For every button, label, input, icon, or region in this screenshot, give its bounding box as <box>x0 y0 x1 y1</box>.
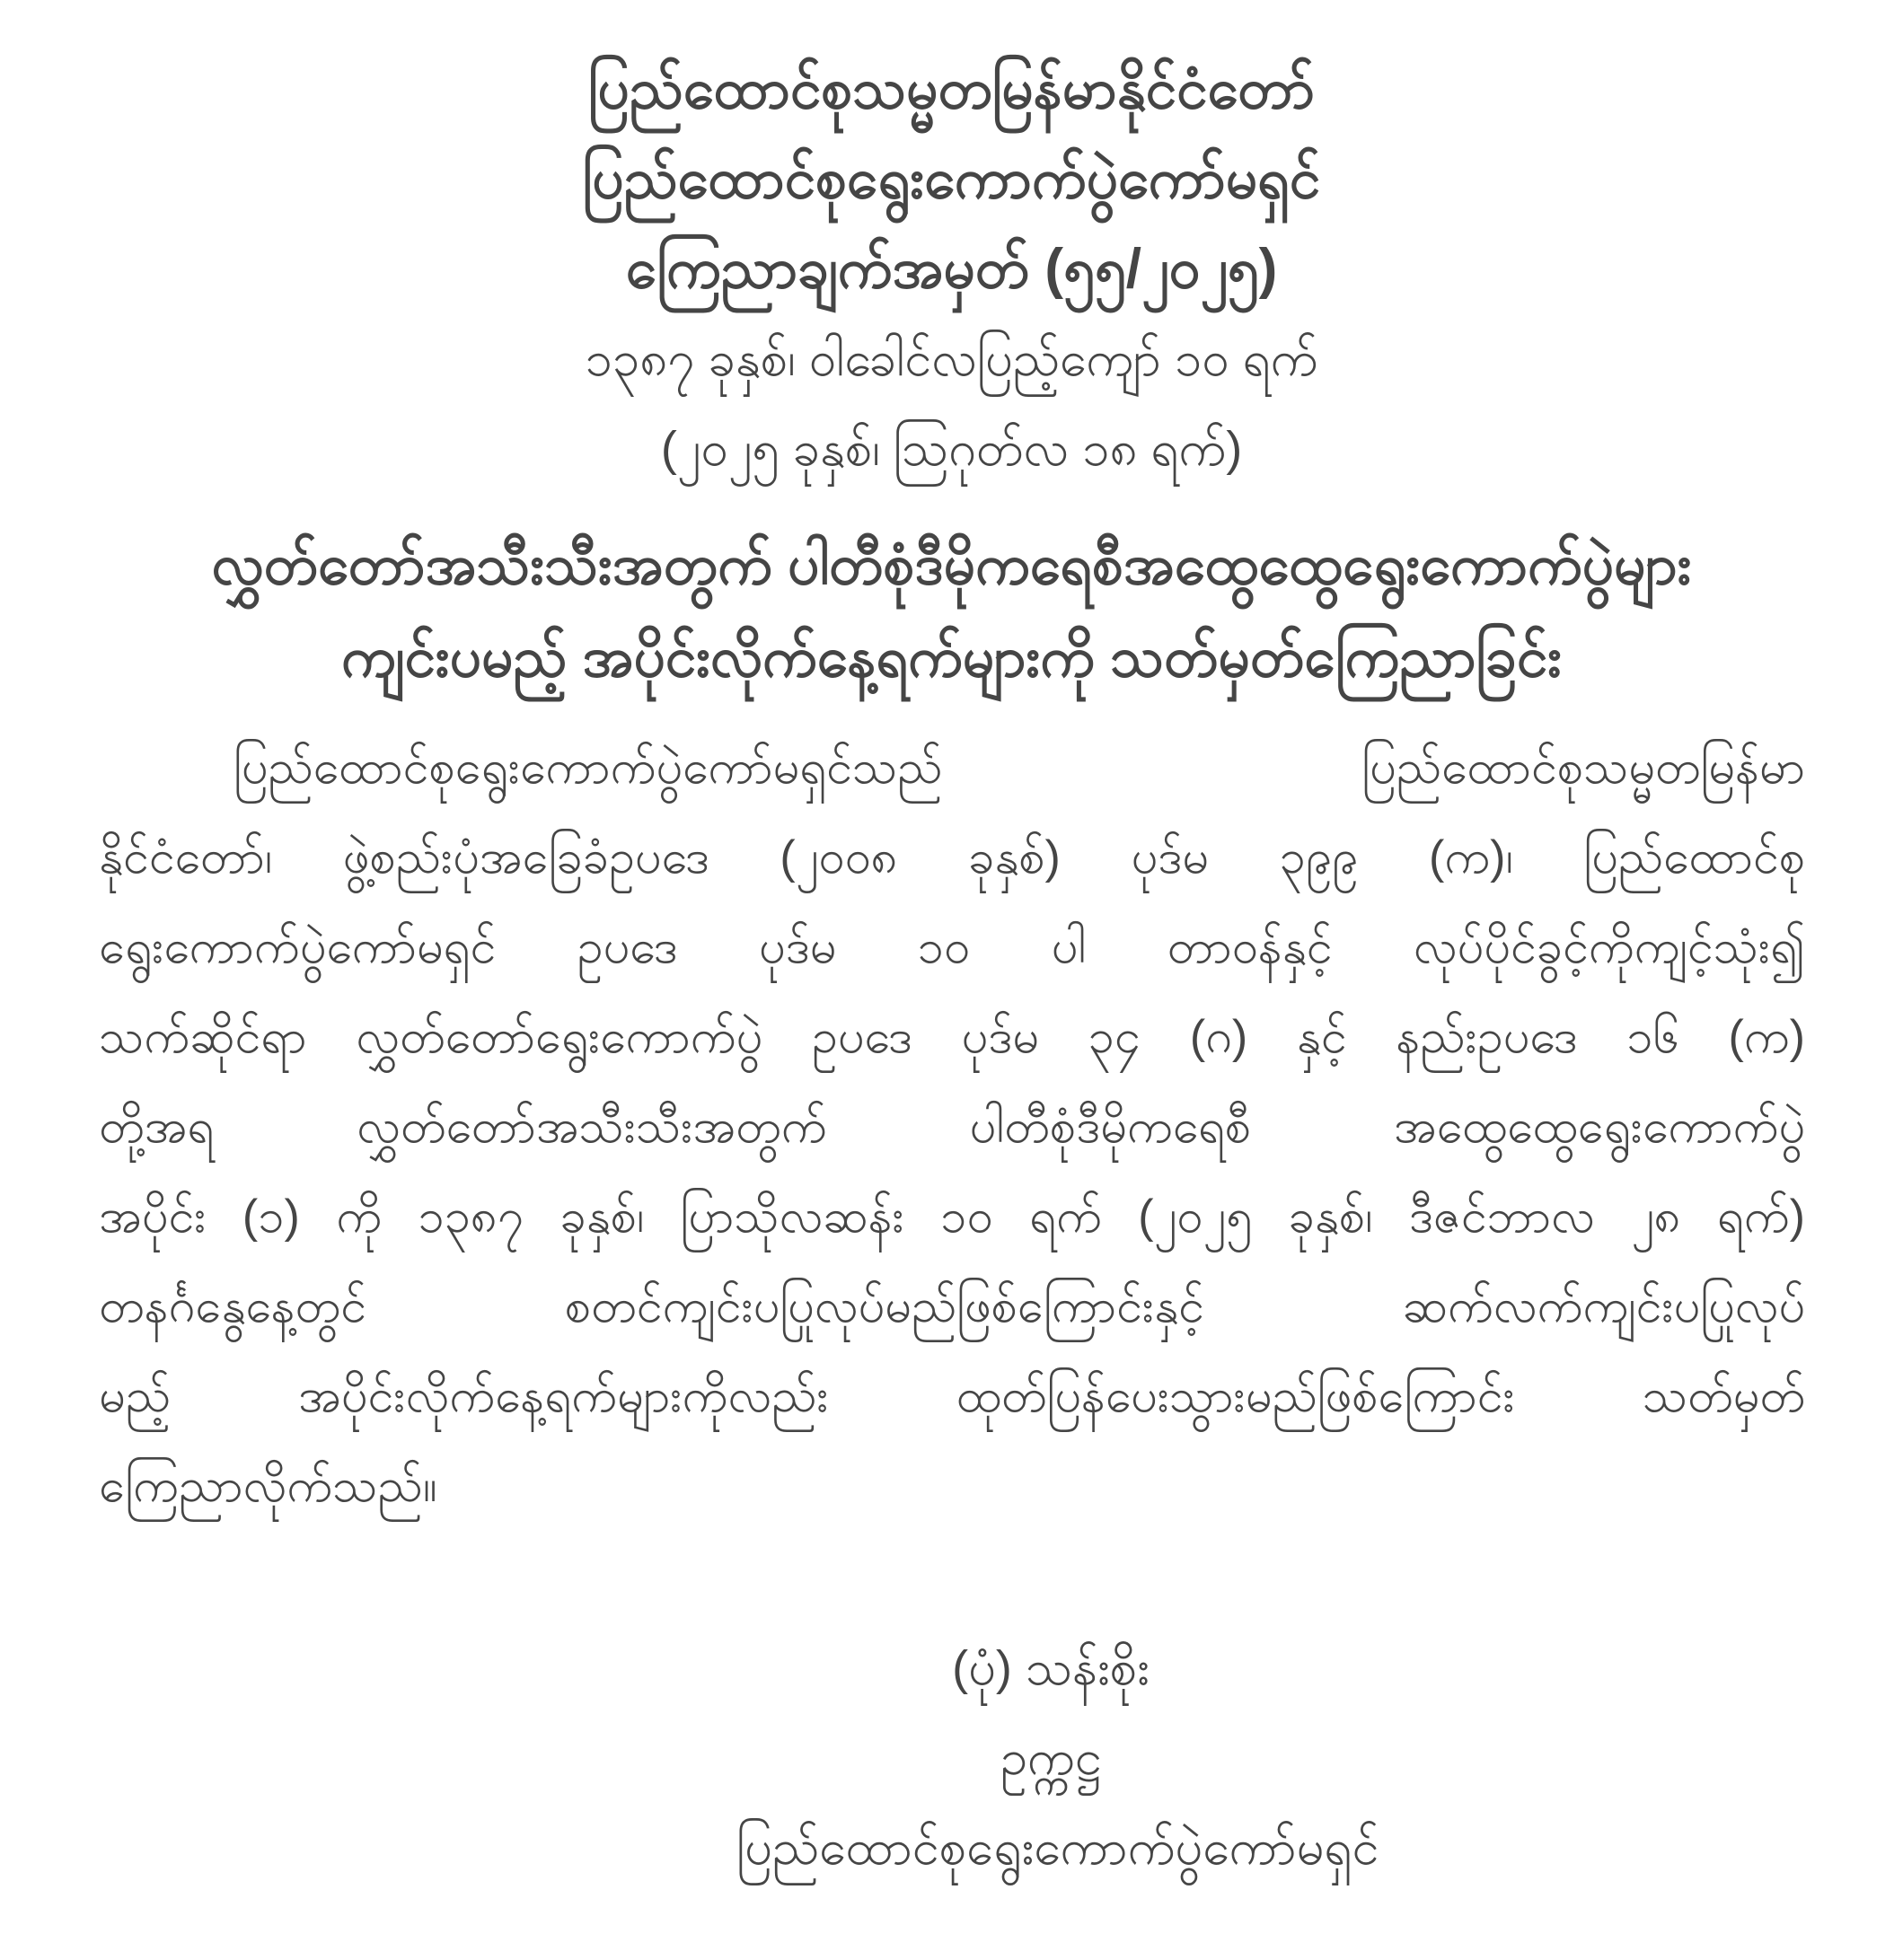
signatory-title: ဥက္ကဋ္ဌ <box>1000 1731 1102 1785</box>
body-line: သက်ဆိုင်ရာ လွှတ်တော်ရွေးကောက်ပွဲ ဥပဒေ ပုဒ်မ ၃၄ (ဂ) နှင့် နည်းဥပဒေ ၁၆ (က) <box>99 1011 1805 1063</box>
body-line: တို့အရ လွှတ်တော်အသီးသီးအတွက် ပါတီစုံဒီမိုကရေစီ အထွေထွေရွေးကောက်ပွဲ <box>99 1101 1805 1153</box>
signatory-organization: ပြည်ထောင်စုရွေးကောက်ပွဲကော်မရှင် <box>736 1821 1379 1875</box>
signature-block <box>736 1623 1379 1893</box>
body-line: ကြေညာလိုက်သည်။ <box>99 1460 437 1512</box>
body-line: နိုင်ငံတော်၊ ဖွဲ့စည်းပုံအခြေခံဥပဒေ (၂၀၀၈ ခုနှစ်) ပုဒ်မ ၃၉၉ (က)၊ ပြည်ထောင်စု <box>99 831 1805 883</box>
body-line: မည့် အပိုင်းလိုက်နေ့ရက်များကိုလည်း ထုတ်ပြန်ပေးသွားမည်ဖြစ်ကြောင်း သတ်မှတ် <box>99 1370 1805 1422</box>
signed-name: (ပုံ) သန်းစိုး <box>952 1641 1150 1695</box>
announcement-number: ကြေညာချက်အမှတ် (၅၅/၂၀၂၅) <box>625 238 1278 300</box>
body-line: တနင်္ဂနွေနေ့တွင် စတင်ကျင်းပပြုလုပ်မည်ဖြစ်ကြောင်းနှင့် ဆက်လက်ကျင်းပပြုလုပ် <box>99 1280 1805 1332</box>
subject-heading <box>0 519 1903 704</box>
body-line: ရွေးကောက်ပွဲကော်မရှင် ဥပဒေ ပုဒ်မ ၁၀ ပါ တာဝန်နှင့် လုပ်ပိုင်ခွင့်ကိုကျင့်သုံး၍ <box>99 921 1805 973</box>
state-title: ပြည်ထောင်စုသမ္မတမြန်မာနိုင်ငံတော် <box>588 58 1315 120</box>
document-header <box>0 45 1903 494</box>
body-line: အပိုင်း (၁) ကို ၁၃၈၇ ခုနှစ်၊ ပြာသိုလဆန်း ၁၀ ရက် (၂၀၂၅ ခုနှစ်၊ ဒီဇင်ဘာလ ၂၈ ရက်) <box>99 1191 1805 1243</box>
subject-line-1: လွှတ်တော်အသီးသီးအတွက် ပါတီစုံဒီမိုကရေစီအထွေထွေရွေးကောက်ပွဲများ <box>211 534 1692 596</box>
date-gregorian-calendar: (၂၀၂၅ ခုနှစ်၊ သြဂုတ်လ ၁၈ ရက်) <box>660 422 1243 476</box>
subject-line-2: ကျင်းပမည့် အပိုင်းလိုက်နေ့ရက်များကို သတ်မှတ်ကြေညာခြင်း <box>340 627 1563 689</box>
body-line: ပြည်ထောင်စုရွေးကောက်ပွဲကော်မရှင်သည် ပြည်ထောင်စုသမ္မတမြန်မာ <box>233 742 1805 794</box>
date-myanmar-calendar: ၁၃၈၇ ခုနှစ်၊ ဝါခေါင်လပြည့်ကျော် ၁၀ ရက် <box>585 332 1318 386</box>
commission-title: ပြည်ထောင်စုရွေးကောက်ပွဲကော်မရှင် <box>582 148 1321 210</box>
body-paragraph <box>99 723 1805 1531</box>
